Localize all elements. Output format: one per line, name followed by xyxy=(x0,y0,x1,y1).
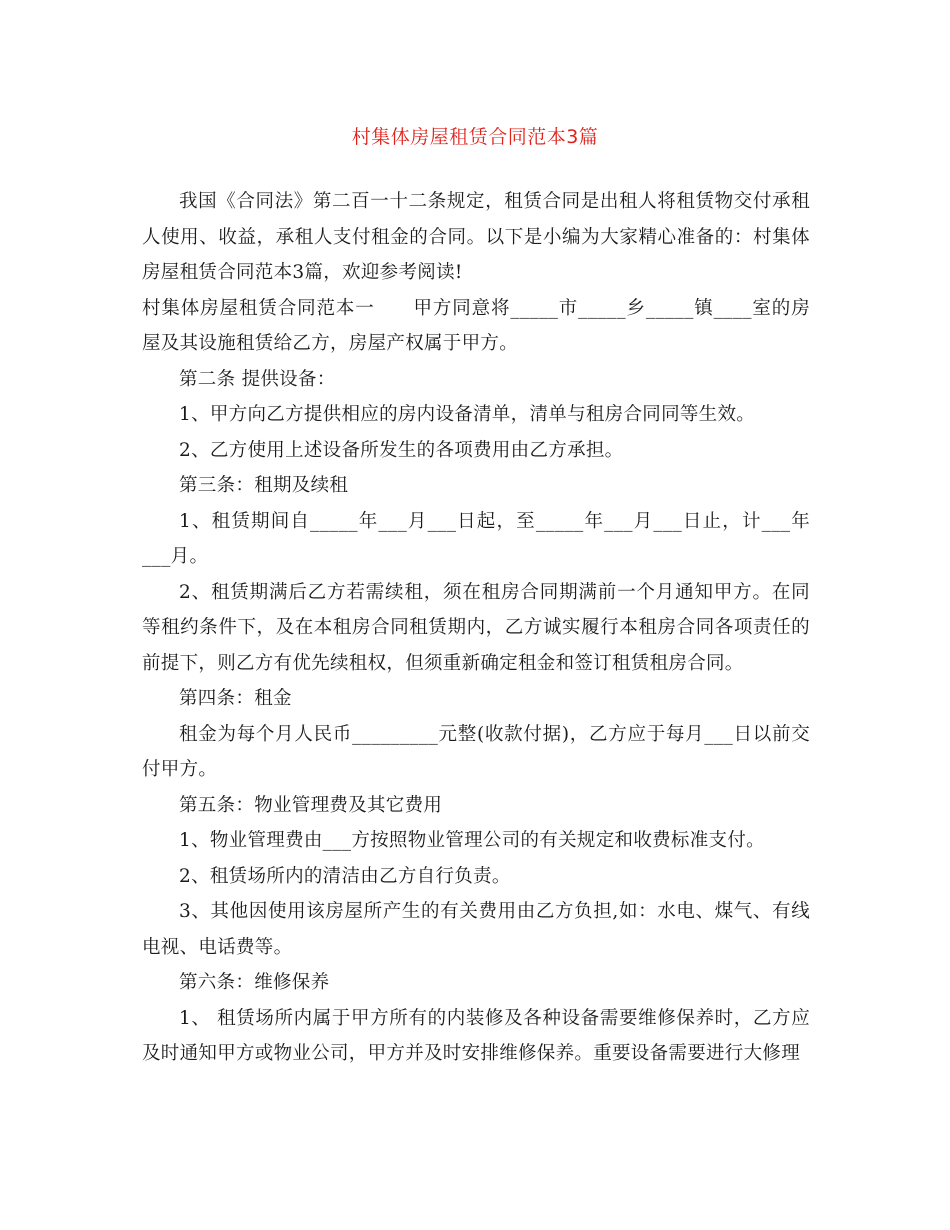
article-three-heading: 第三条：租期及续租 xyxy=(179,475,349,496)
article-two-heading: 第二条 提供设备： xyxy=(179,368,336,390)
article-six-heading: 第六条：维修保养 xyxy=(179,972,330,993)
intro-paragraph: 我国《合同法》第二百一十二条规定，租赁合同是出租人将租赁物交付承租人使用、收益，承租人支付租金的合同。以下是小编为大家精心准备的：村集体房屋租赁合同范本3篇，欢迎参考阅读! xyxy=(142,191,810,283)
contract-one-opening: 村集体房屋租赁合同范本一 甲方同意将_____市_____乡_____镇____室的房屋及其设施租赁给乙方，房屋产权属于甲方。 xyxy=(142,297,810,354)
article-two-item-1: 1、甲方向乙方提供相应的房内设备清单，清单与租房合同同等生效。 xyxy=(179,404,756,425)
article-two-item-2: 2、乙方使用上述设备所发生的各项费用由乙方承担。 xyxy=(179,439,624,461)
article-three-item-1: 1、租赁期间自_____年___月___日起，至_____年___月___日止，计___年___月。 xyxy=(142,510,810,567)
article-four-heading: 第四条：租金 xyxy=(179,688,292,709)
article-five-item-1: 1、物业管理费由___方按照物业管理公司的有关规定和收费标准支付。 xyxy=(179,830,765,851)
article-five-heading: 第五条：物业管理费及其它费用 xyxy=(179,794,443,816)
document-title: 村集体房屋租赁合同范本3篇 xyxy=(351,126,599,148)
article-four-body: 租金为每个月人民币_________元整(收款付据)，乙方应于每月___日以前交付甲方。 xyxy=(142,723,810,780)
article-six-item-1: 1、 租赁场所内属于甲方所有的内装修及各种设备需要维修保养时，乙方应及时通知甲方或物业公司，甲方并及时安排维修保养。重要设备需要进行大修理 xyxy=(142,1007,810,1064)
article-five-item-2: 2、租赁场所内的清洁由乙方自行负责。 xyxy=(179,865,511,887)
article-five-item-3: 3、其他因使用该房屋所产生的有关费用由乙方负担,如：水电、煤气、有线电视、电话费等。 xyxy=(142,901,810,958)
document-body xyxy=(142,184,810,1072)
article-three-item-2: 2、租赁期满后乙方若需续租，须在租房合同期满前一个月通知甲方。在同等租约条件下，及在本租房合同租赁期内，乙方诚实履行本租房合同各项责任的前提下，则乙方有优先续租权，但须重新确定租金和签订租赁租房合同。 xyxy=(142,581,810,674)
